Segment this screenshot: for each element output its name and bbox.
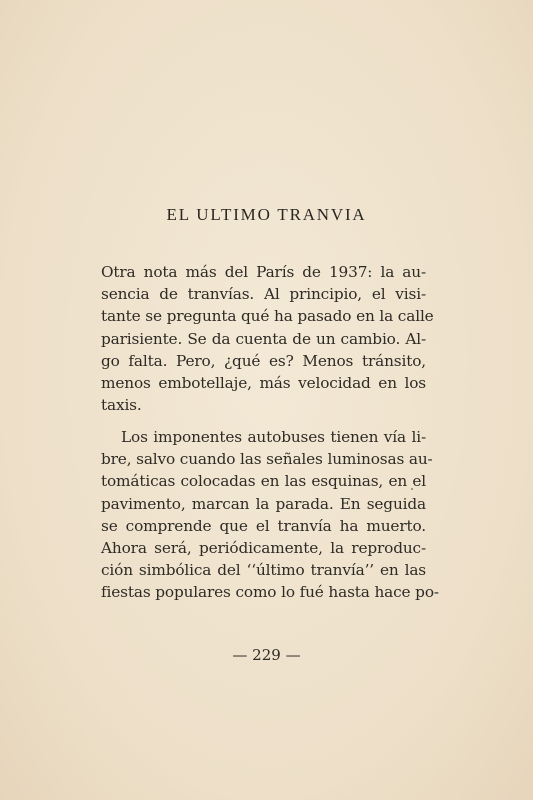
paragraph-2: [101, 426, 439, 604]
chapter-title: EL ULTIMO TRANVIA: [166, 205, 367, 224]
text-line: Los imponentes autobuses tienen vía li-: [121, 428, 426, 446]
text-line: Otra nota más del París de 1937: la au-: [101, 263, 426, 281]
text-line: ción simbólica del ‘‘último tranvía’’ en las: [101, 561, 426, 580]
text-line: Ahora será, periódicamente, la reproduc-: [101, 539, 426, 558]
text-line: tomáticas colocadas en las esquinas, en el: [101, 472, 426, 491]
paragraph-1: [101, 261, 434, 416]
text-line: tante se pregunta qué ha pasado en la calle: [101, 307, 434, 326]
text-line: parisiente. Se da cuenta de un cambio. Al-: [101, 329, 426, 348]
text-line: taxis.: [101, 396, 142, 415]
text-line: sencia de tranvías. Al principio, el visi-: [101, 285, 426, 304]
text-line: pavimento, marcan la parada. En seguida: [101, 494, 426, 513]
text-line: bre, salvo cuando las señales luminosas au-: [101, 450, 433, 469]
text-line: se comprende que el tranvía ha muerto.: [101, 516, 426, 535]
text-line: menos embotellaje, más velocidad en los: [101, 374, 426, 393]
text-line: go falta. Pero, ¿qué es? Menos tránsito,: [101, 351, 426, 370]
text-line: fiestas populares como lo fué hasta hace po-: [101, 583, 439, 602]
page-number: — 229 —: [232, 646, 301, 664]
